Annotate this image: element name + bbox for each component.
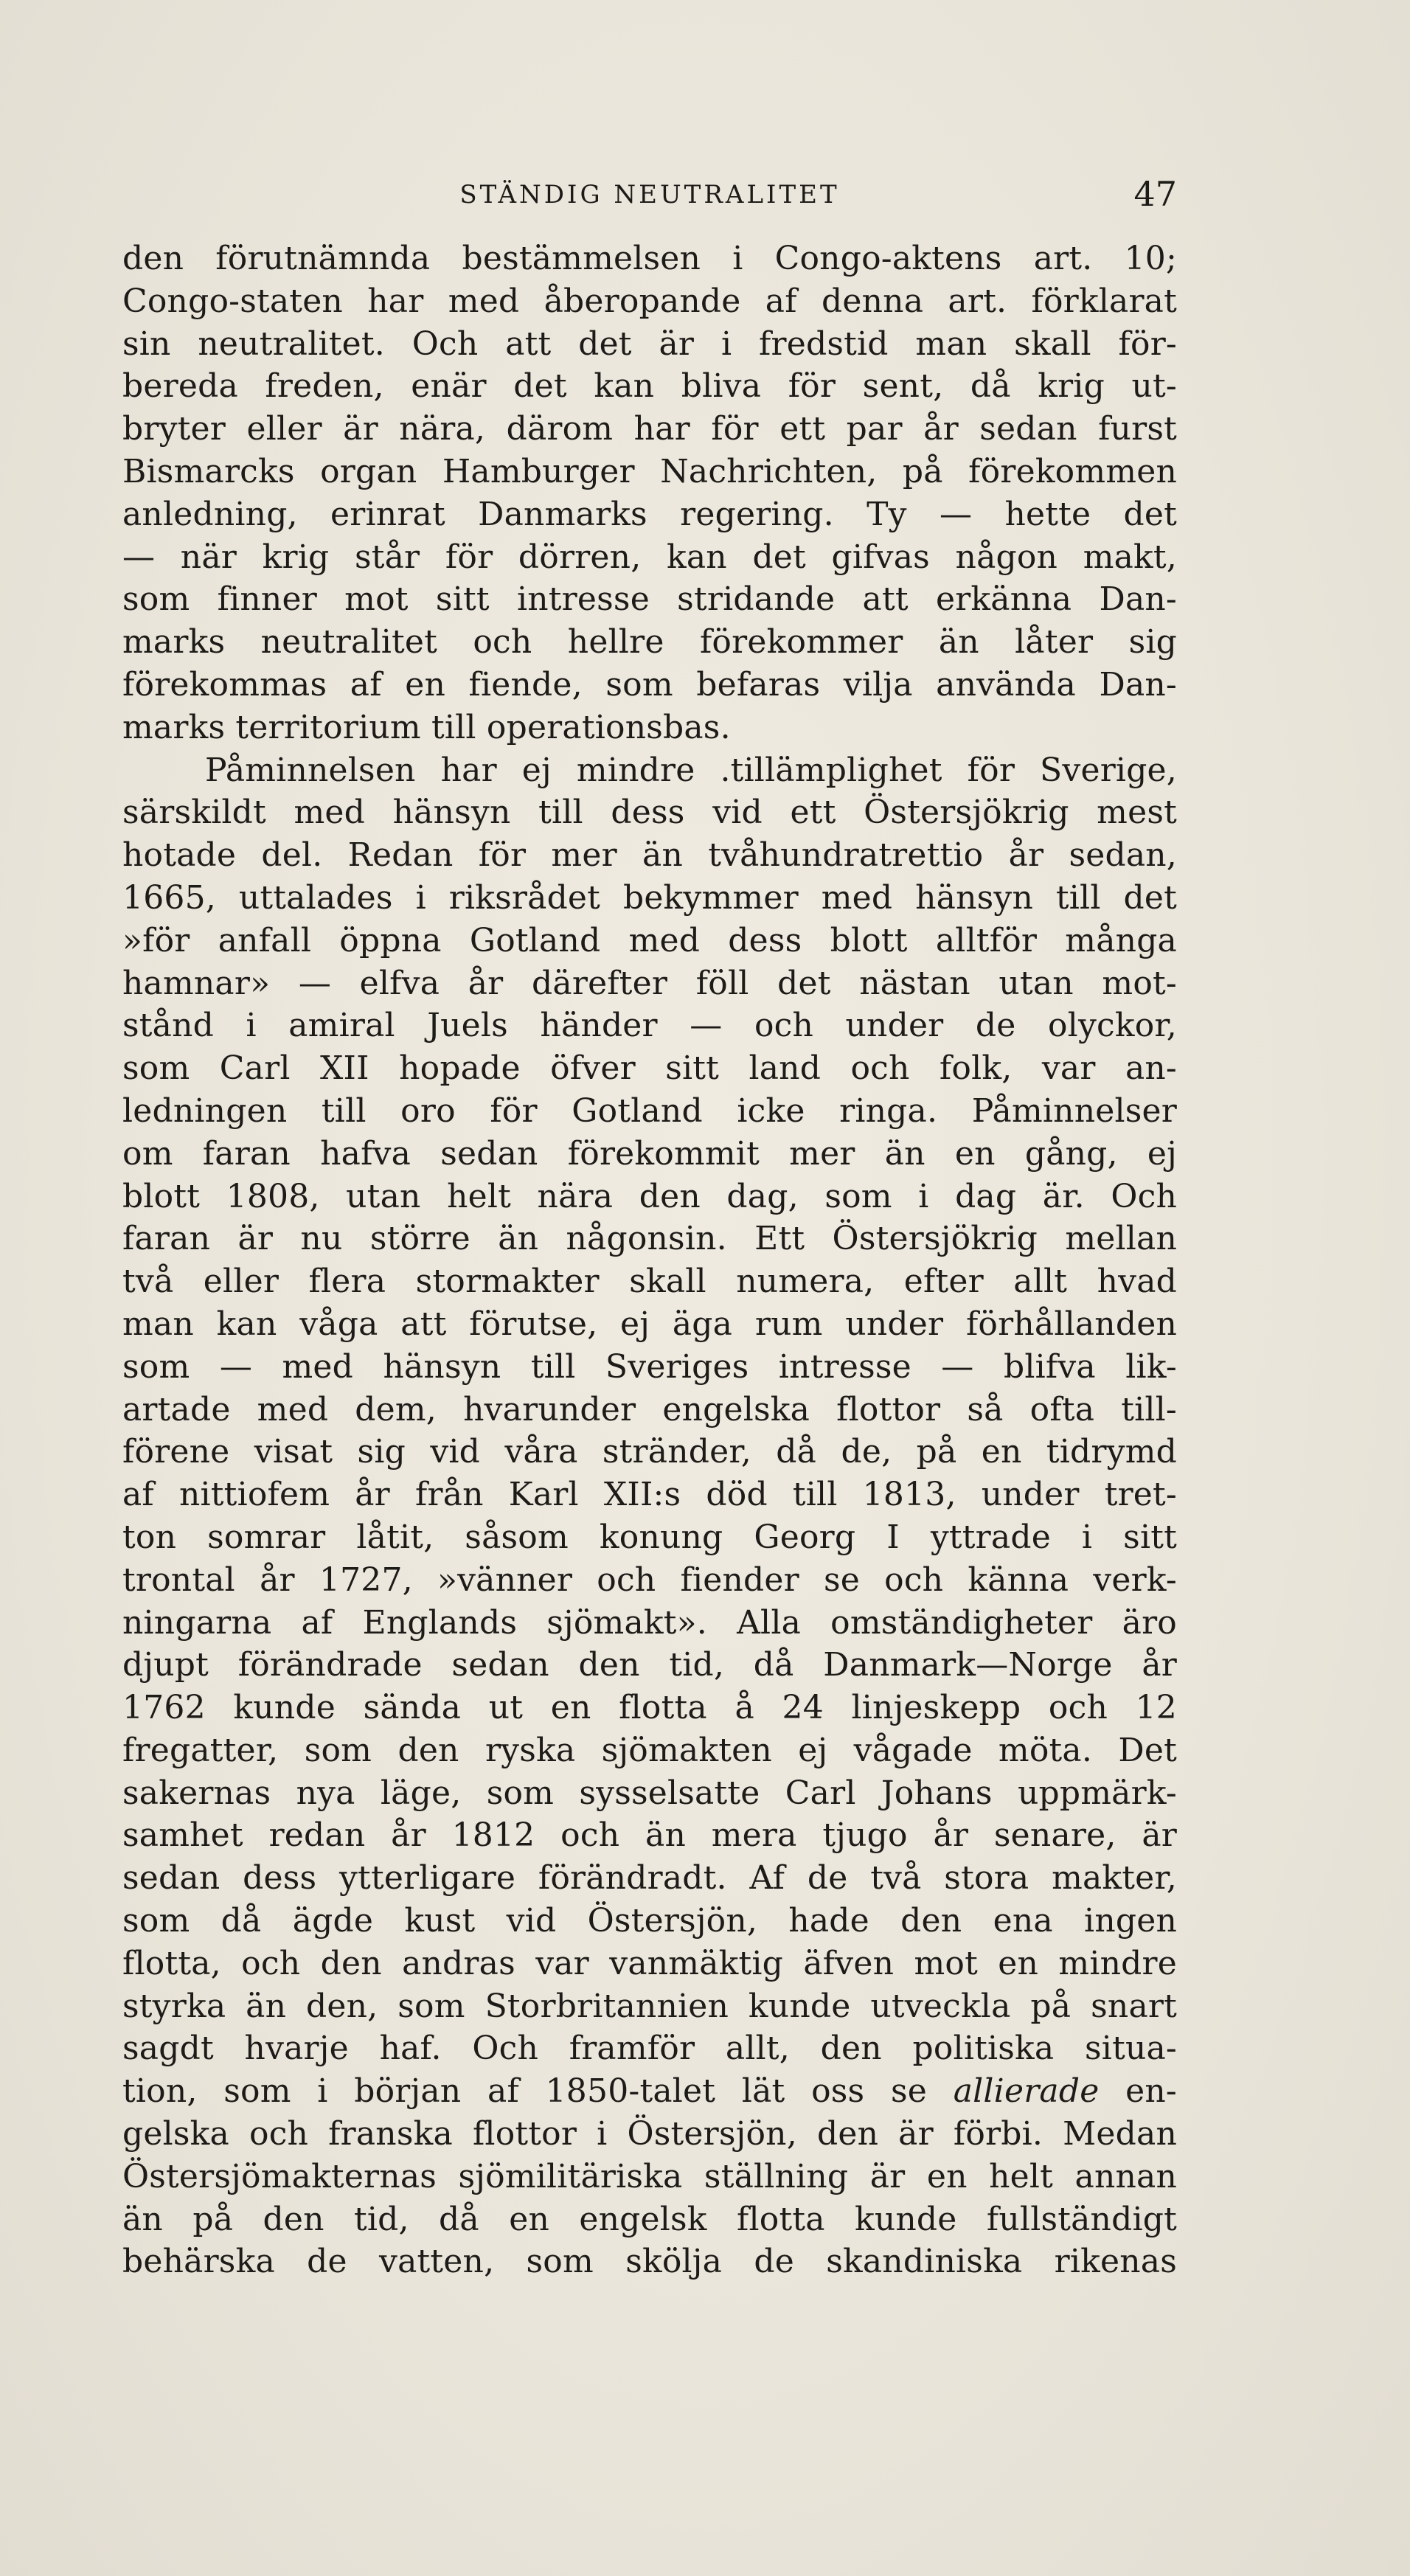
text-line: Congo-staten har med åberopande af denna art. förklarat xyxy=(122,282,1177,320)
text-line: af nittiofem år från Karl XII:s död till 1813, under tret- xyxy=(122,1476,1177,1514)
text-line: 1762 kunde sända ut en flotta å 24 linjeskepp och 12 xyxy=(122,1689,1177,1727)
text-line: ningarna af Englands sjömakt». Alla omständigheter äro xyxy=(122,1603,1177,1642)
text-line: djupt förändrade sedan den tid, då Danmark—Norge år xyxy=(122,1646,1177,1684)
text-span: tion, som i början af 1850-talet lät oss se xyxy=(122,2072,928,2111)
text-line: två eller flera stormakter skall numera, efter allt hvad xyxy=(122,1263,1177,1301)
text-line: ledningen till oro för Gotland icke ringa. Påminnelser xyxy=(122,1091,1177,1130)
text-line: bereda freden, enär det kan bliva för sent, då krig ut- xyxy=(122,367,1177,406)
text-line: anledning, erinrat Danmarks regering. Ty — hette det xyxy=(122,495,1177,533)
text-line: sakernas nya läge, som sysselsatte Carl Johans uppmärk- xyxy=(122,1774,1177,1812)
body-text xyxy=(122,237,1177,2283)
text-line: stånd i amiral Juels händer — och under de olyckor, xyxy=(122,1007,1177,1045)
text-line: 1665, uttalades i riksrådet bekymmer med hänsyn till det xyxy=(122,878,1177,917)
text-line: sedan dess ytterligare förändradt. Af de två stora makter, xyxy=(122,1859,1177,1898)
page-number: 47 xyxy=(1133,174,1177,214)
text-line: Östersjömakternas sjömilitäriska ställning är en helt annan xyxy=(122,2157,1177,2195)
text-line: Bismarcks organ Hamburger Nachrichten, på förekommen xyxy=(122,452,1177,490)
text-line: samhet redan år 1812 och än mera tjugo år senare, är xyxy=(122,1816,1177,1855)
text-line: om faran hafva sedan förekommit mer än en gång, ej xyxy=(122,1134,1177,1173)
text-line: behärska de vatten, som skölja de skandiniska rikenas xyxy=(122,2243,1177,2281)
text-span: Påminnelsen har ej mindre .tillämplighet för Sverige, xyxy=(205,751,1177,789)
text-line: förene visat sig vid våra stränder, då de, på en tidrymd xyxy=(122,1433,1177,1471)
text-line: — när krig står för dörren, kan det gifvas någon makt, xyxy=(122,538,1177,576)
text-span: en- xyxy=(1125,2072,1177,2111)
text-line: artade med dem, hvarunder engelska flottor så ofta till- xyxy=(122,1390,1177,1428)
text-line: som — med hänsyn till Sveriges intresse — blifva lik- xyxy=(122,1347,1177,1386)
text-line: man kan våga att förutse, ej äga rum under förhållanden xyxy=(122,1305,1177,1343)
text-line-with-italic xyxy=(122,2070,1177,2113)
text-line: fregatter, som den ryska sjömakten ej vågade möta. Det xyxy=(122,1731,1177,1769)
paragraph-end-line: marks territorium till operationsbas. xyxy=(122,708,731,746)
text-line: bryter eller är nära, därom har för ett par år sedan furst xyxy=(122,410,1177,448)
text-line: flotta, och den andras var vanmäktig äfven mot en mindre xyxy=(122,1944,1177,1982)
paragraph-first-line xyxy=(122,749,1177,792)
text-line: ton somrar låtit, såsom konung Georg I yttrade i sitt xyxy=(122,1518,1177,1556)
text-line: blott 1808, utan helt nära den dag, som i dag är. Och xyxy=(122,1177,1177,1215)
text-line: »för anfall öppna Gotland med dess blott alltför många xyxy=(122,921,1177,959)
text-line: gelska och franska flottor i Östersjön, den är förbi. Medan xyxy=(122,2115,1177,2153)
running-title: STÄNDIG NEUTRALITET xyxy=(459,180,840,209)
text-line: särskildt med hänsyn till dess vid ett Östersjökrig mest xyxy=(122,794,1177,832)
text-line: än på den tid, då en engelsk flotta kunde fullständigt xyxy=(122,2200,1177,2238)
text-line: hamnar» — elfva år därefter föll det nästan utan mot- xyxy=(122,964,1177,1002)
text-line: faran är nu större än någonsin. Ett Östersjökrig mellan xyxy=(122,1220,1177,1258)
text-line: som finner mot sitt intresse stridande att erkänna Dan- xyxy=(122,580,1177,619)
italic-emphasis: allierade xyxy=(953,2072,1100,2111)
text-line: som då ägde kust vid Östersjön, hade den ena ingen xyxy=(122,1902,1177,1940)
text-line: som Carl XII hopade öfver sitt land och folk, var an- xyxy=(122,1049,1177,1088)
text-line: sagdt hvarje haf. Och framför allt, den politiska situa- xyxy=(122,2030,1177,2068)
text-line: trontal år 1727, »vänner och fiender se och känna verk- xyxy=(122,1560,1177,1599)
text-line: den förutnämnda bestämmelsen i Congo-aktens art. 10; xyxy=(122,240,1177,277)
text-line: styrka än den, som Storbritannien kunde utveckla på snart xyxy=(122,1987,1177,2025)
text-line: marks neutralitet och hellre förekommer än låter sig xyxy=(122,623,1177,662)
text-line: hotade del. Redan för mer än tvåhundratrettio år sedan, xyxy=(122,836,1177,875)
page-header xyxy=(122,174,1177,218)
text-line: sin neutralitet. Och att det är i fredstid man skall för- xyxy=(122,324,1177,363)
text-line: förekommas af en fiende, som befaras vilja använda Dan- xyxy=(122,665,1177,704)
